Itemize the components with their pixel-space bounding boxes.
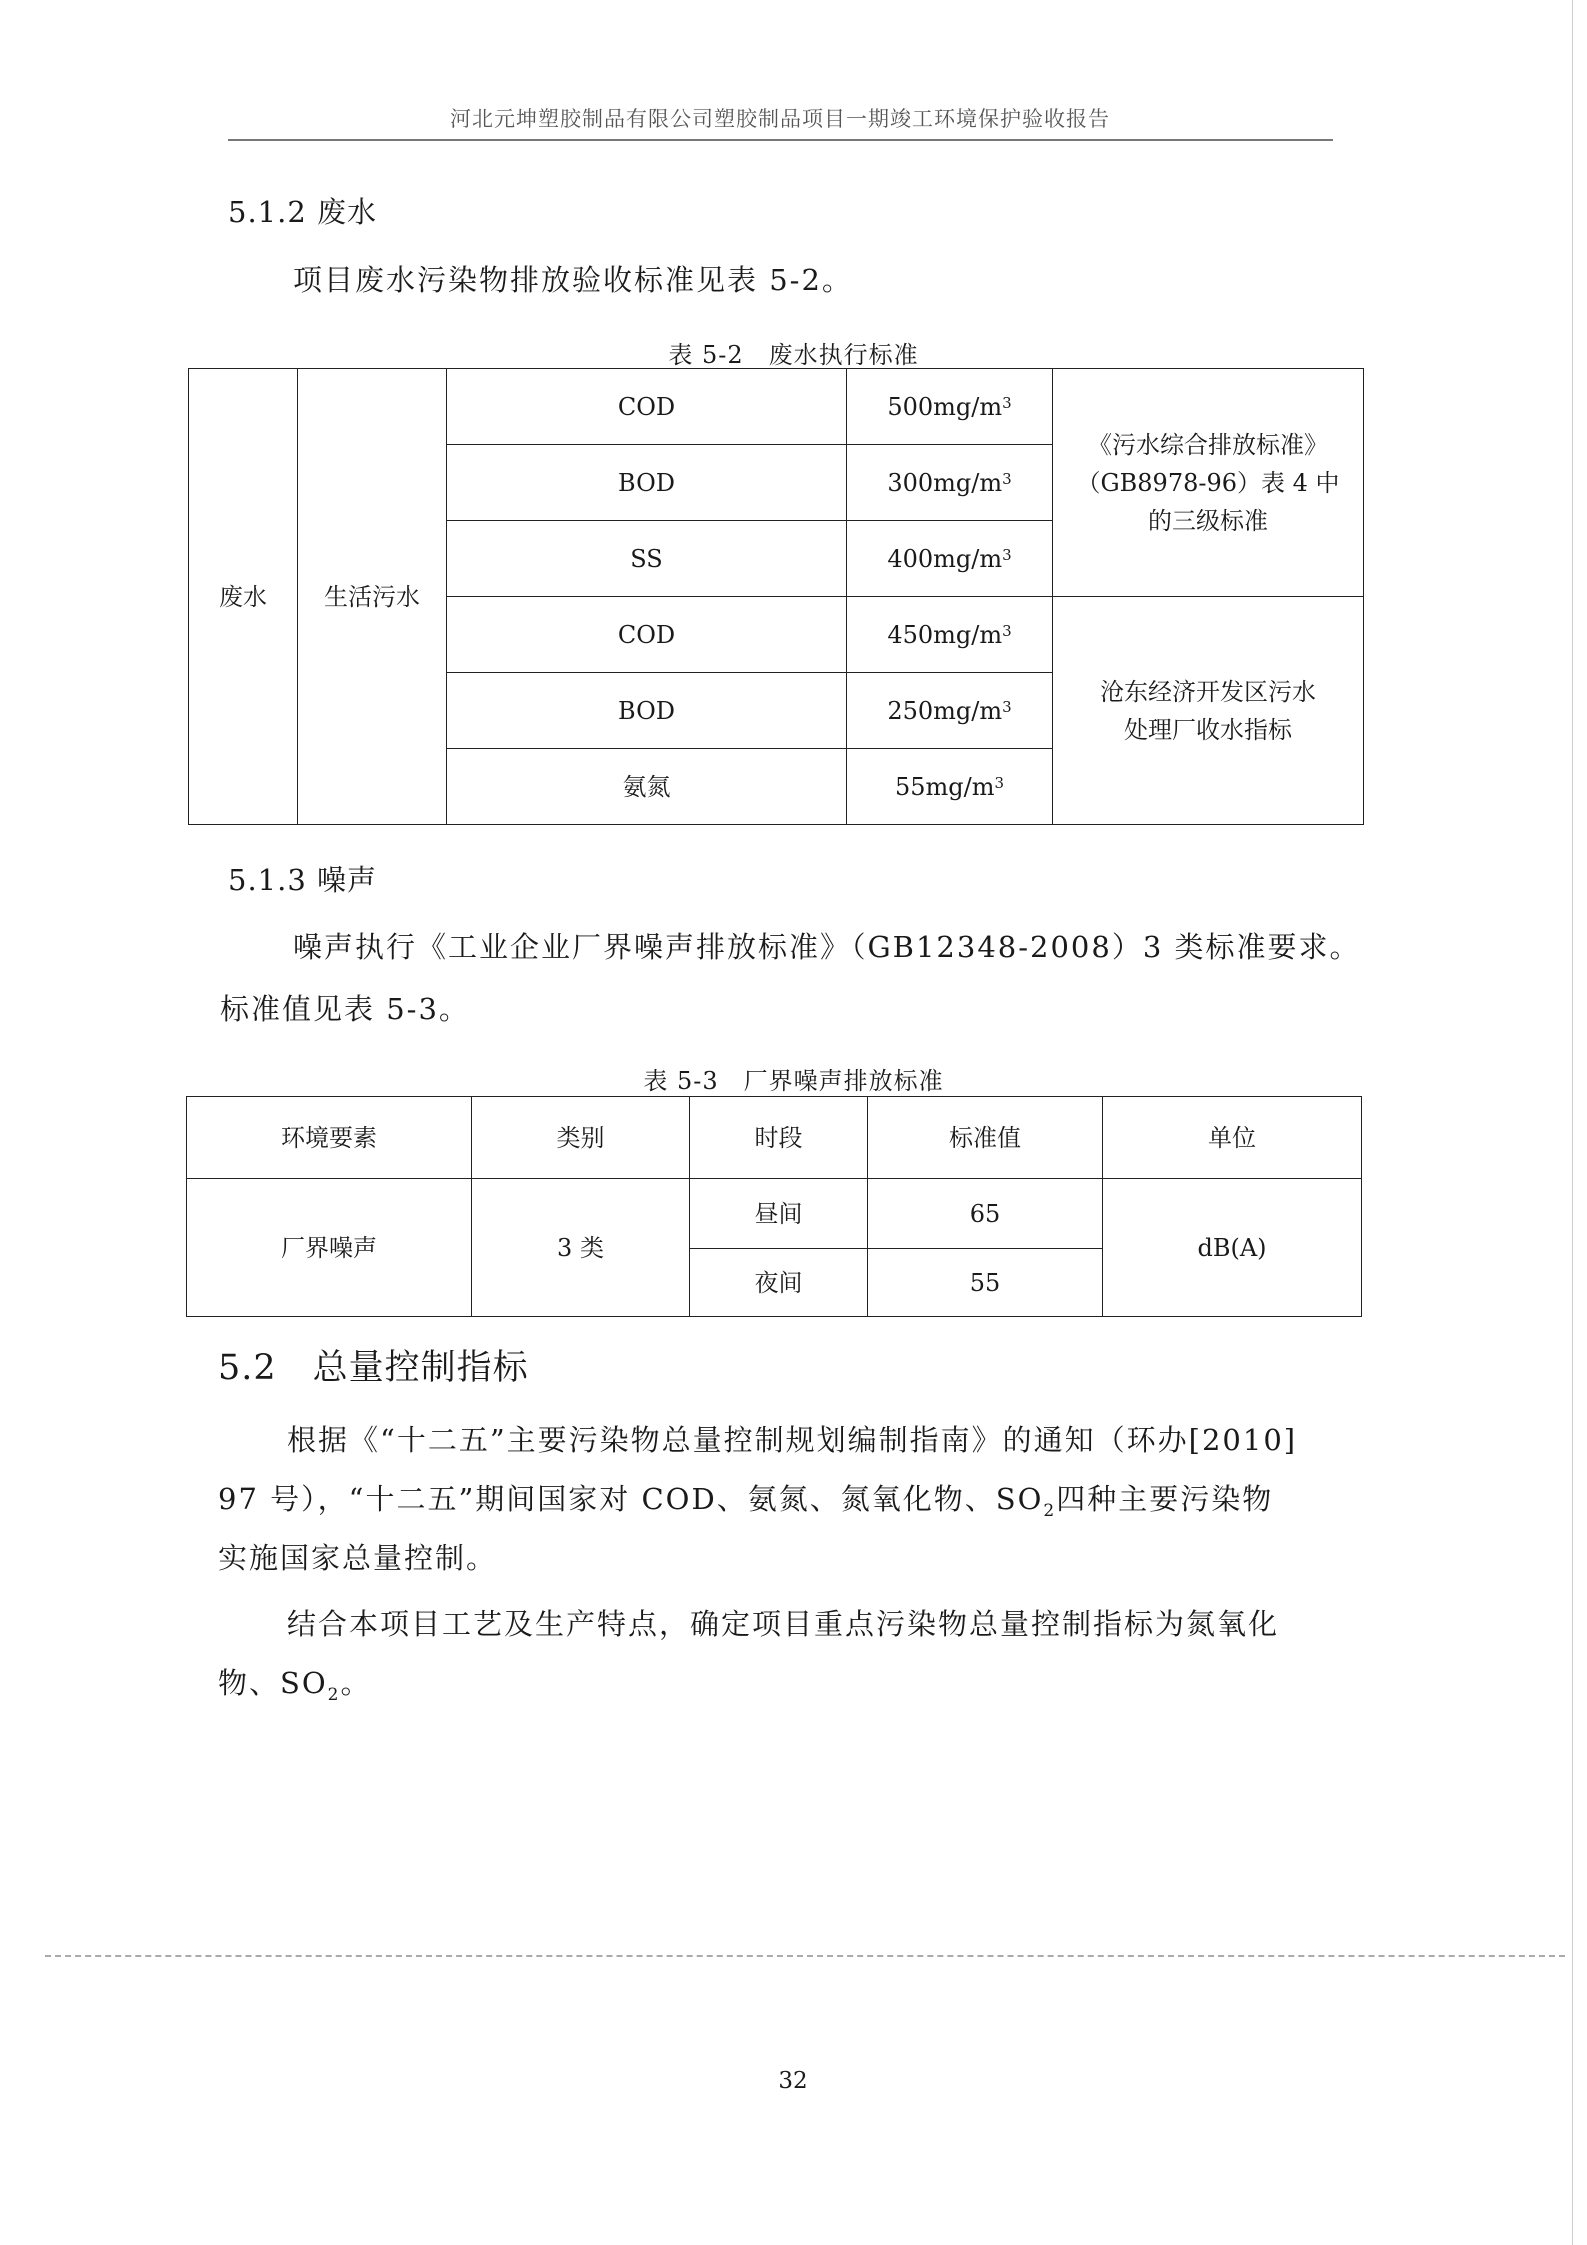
table-cell-value: 65 [868,1179,1103,1249]
table-cell-period: 夜间 [690,1249,868,1317]
table-cell-item: COD [447,369,847,445]
table-cell-item: BOD [447,445,847,521]
table-header-cell: 单位 [1103,1097,1362,1179]
table-cell-standard-2: 沧东经济开发区污水 处理厂收水指标 [1053,597,1364,825]
table-header-cell: 标准值 [868,1097,1103,1179]
table-cell-item: COD [447,597,847,673]
table-cell-subcategory: 生活污水 [298,369,447,825]
table-cell-item: 氨氮 [447,749,847,825]
section-5-2-para1-line3: 实施国家总量控制。 [218,1541,498,1575]
table-cell-item: BOD [447,673,847,749]
table-row [187,1179,1362,1249]
table-cell-element: 厂界噪声 [187,1179,472,1317]
page-number: 32 [778,2068,808,2094]
table-header-row [187,1097,1362,1179]
table-header-cell: 时段 [690,1097,868,1179]
table-cell-value: $55mg/m^3$ [847,749,1053,825]
table-5-3 [186,1096,1362,1317]
table-cell-category: 废水 [189,369,298,825]
section-5-1-2-intro: 项目废水污染物排放验收标准见表 5-2。 [293,263,853,297]
table-5-2 [188,368,1364,825]
scan-edge-line [1572,0,1573,2245]
table-cell-class: 3 类 [472,1179,690,1317]
section-5-2-para1-line1: 根据《“十二五”主要污染物总量控制规划编制指南》的通知（环办[2010] [287,1423,1298,1457]
table-header-cell: 类别 [472,1097,690,1179]
table-cell-value: $500mg/m^3$ [847,369,1053,445]
table-cell-value: $400mg/m^3$ [847,521,1053,597]
section-5-2-para2-line2: 物、$SO_2$。 [218,1666,372,1705]
footer-divider [45,1955,1565,1957]
table-cell-value: $250mg/m^3$ [847,673,1053,749]
table-cell-item: SS [447,521,847,597]
section-heading-5-2: 5.2 总量控制指标 [218,1348,529,1388]
section-5-2-para1-line2: 97 号），“十二五”期间国家对 COD、氨氮、氮氧化物、$SO_2$四种主要污染物 [218,1482,1274,1521]
table-header-cell: 环境要素 [187,1097,472,1179]
table-5-2-caption: 表 5-2 废水执行标准 [668,341,919,369]
table-cell-unit: dB(A) [1103,1179,1362,1317]
section-5-1-3-para-line1: 噪声执行《工业企业厂界噪声排放标准》（GB12348-2008）3 类标准要求。 [293,930,1361,964]
table-cell-value: $300mg/m^3$ [847,445,1053,521]
section-heading-5-1-2: 5.1.2 废水 [228,195,378,229]
section-heading-5-1-3: 5.1.3 噪声 [228,863,378,897]
table-cell-period: 昼间 [690,1179,868,1249]
table-row [189,369,1364,445]
header-divider [228,139,1333,141]
table-cell-value: 55 [868,1249,1103,1317]
table-5-3-caption: 表 5-3 厂界噪声排放标准 [643,1067,944,1095]
section-5-2-para2-line1: 结合本项目工艺及生产特点，确定项目重点污染物总量控制指标为氮氧化 [287,1607,1280,1641]
page-header: 河北元坤塑胶制品有限公司塑胶制品项目一期竣工环境保护验收报告 [450,107,1110,131]
table-cell-value: $450mg/m^3$ [847,597,1053,673]
section-5-1-3-para-line2: 标准值见表 5-3。 [220,992,470,1026]
table-cell-standard-1: 《污水综合排放标准》 （GB8978-96）表 4 中 的三级标准 [1053,369,1364,597]
